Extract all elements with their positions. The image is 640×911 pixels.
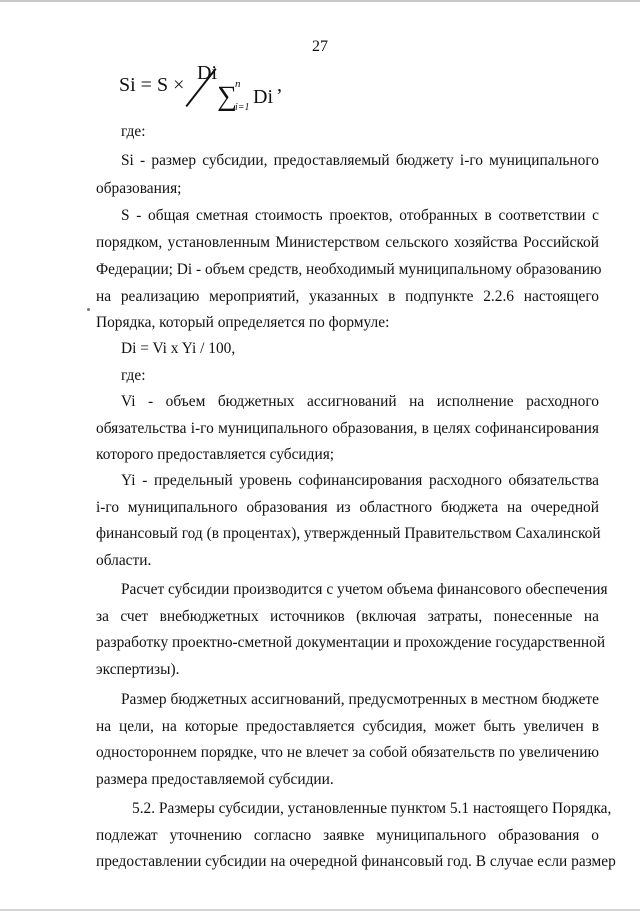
text-line: предоставлении субсидии на очередной финансовый год. В случае если размер (96, 853, 616, 870)
sum-lower-limit: i=1 (235, 102, 250, 113)
formula-comma: , (277, 74, 282, 96)
text-line: обязательства i-го муниципального образования, в целях софинансирования (96, 420, 599, 437)
text-line: образования; (96, 180, 182, 197)
text-line: S - общая сметная стоимость проектов, отобранных в соответствии с (121, 207, 599, 224)
formula-denominator: Di (253, 86, 273, 108)
text-line-where: где: (121, 367, 146, 384)
sum-symbol: ∑ (217, 81, 237, 112)
text-line: Размер бюджетных ассигнований, предусмотренных в местном бюджете (121, 691, 599, 708)
text-line: Расчет субсидии производится с учетом объема финансового обеспечения (121, 581, 608, 598)
text-line: Vi - объем бюджетных ассигнований на исполнение расходного (121, 393, 599, 410)
text-line: одностороннем порядке, что не влечет за собой обязательств по увеличению (96, 744, 599, 761)
text-line: за счет внебюджетных источников (включая затраты, понесенные на (96, 608, 599, 625)
text-line: Si - размер субсидии, предоставляемый бюджету i-го муниципального (121, 152, 599, 169)
sum-upper-limit: n (235, 78, 241, 90)
text-line-where: где: (121, 123, 146, 140)
scan-speck (87, 308, 90, 311)
formula-lhs: Si = S × (119, 74, 185, 96)
text-line: Федерации; Di - объем средств, необходимый муниципальному образованию (96, 261, 602, 278)
text-line: Yi - предельный уровень софинансирования расходного обязательства (121, 472, 599, 489)
text-line: Порядка, который определяется по формуле: (96, 314, 390, 331)
text-line: финансовый год (в процентах), утвержденный Правительством Сахалинской (96, 525, 601, 542)
text-line: 5.2. Размеры субсидии, установленные пунктом 5.1 настоящего Порядка, (132, 800, 612, 817)
text-line: разработку проектно-сметной документации и прохождение государственной (96, 634, 606, 651)
text-line: экспертизы). (96, 661, 180, 678)
text-line: подлежат уточнению согласно заявке муниципального образования о (96, 827, 599, 844)
subsidy-formula (119, 62, 339, 117)
text-line: размера предоставляемой субсидии. (96, 771, 334, 788)
page-top-edge (0, 0, 640, 2)
text-line: на реализацию мероприятий, указанных в подпункте 2.2.6 настоящего (96, 288, 599, 305)
text-line: области. (96, 552, 152, 569)
text-line: порядком, установленным Министерством сельского хозяйства Российской (96, 234, 599, 251)
page-number: 27 (312, 38, 328, 55)
formula-numerator: Di (197, 62, 217, 84)
text-line: на цели, на которые предоставляется субсидия, может быть увеличен в (96, 718, 599, 735)
formula-di-line: Di = Vi x Yi / 100, (121, 340, 236, 357)
text-line: которого предоставляется субсидия; (96, 446, 335, 463)
text-line: i-го муниципального образования из областного бюджета на очередной (96, 499, 599, 516)
